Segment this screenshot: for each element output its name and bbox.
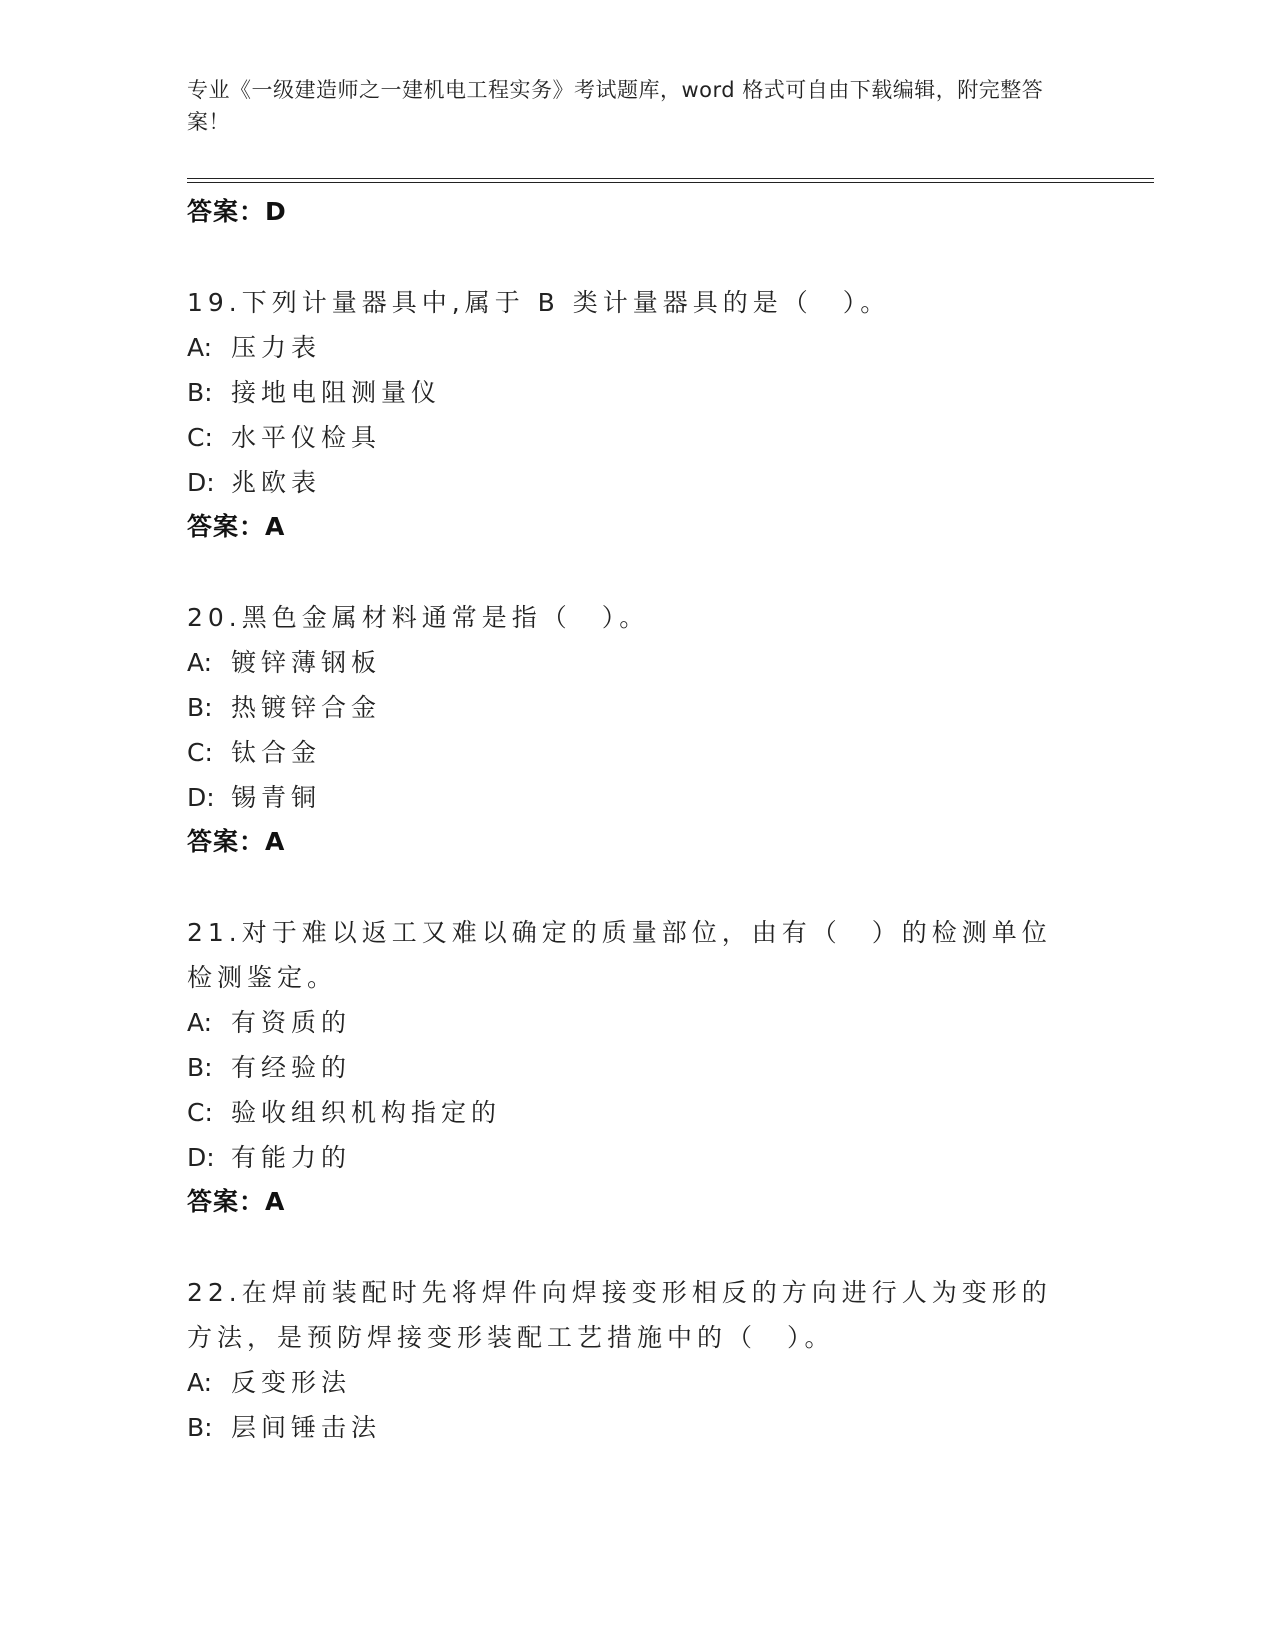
- option-text: 钛合金: [231, 738, 322, 767]
- question-block: [187, 595, 1147, 864]
- option-key: C:: [187, 423, 213, 452]
- header-divider: [187, 178, 1154, 183]
- question-block: [187, 280, 1147, 549]
- option-text: 兆欧表: [231, 468, 322, 497]
- option-a: [187, 325, 1147, 370]
- answer-line: 答案：A: [187, 827, 286, 856]
- option-b: [187, 370, 1147, 415]
- option-text: 有经验的: [231, 1053, 352, 1082]
- option-text: 反变形法: [231, 1368, 352, 1397]
- option-text: 验收组织机构指定的: [231, 1098, 502, 1127]
- option-key: B:: [187, 378, 213, 407]
- document-header: 专业《一级建造师之一建机电工程实务》考试题库，word 格式可自由下载编辑，附完整答案！: [187, 78, 1044, 134]
- option-b: [187, 1045, 1147, 1090]
- option-text: 热镀锌合金: [231, 693, 382, 722]
- option-key: A:: [187, 648, 213, 677]
- option-d: [187, 460, 1147, 505]
- option-text: 有能力的: [231, 1143, 352, 1172]
- option-key: C:: [187, 738, 213, 767]
- option-text: 镀锌薄钢板: [231, 648, 382, 677]
- option-d: [187, 1135, 1147, 1180]
- option-c: [187, 1090, 1147, 1135]
- option-text: 压力表: [231, 333, 322, 362]
- option-key: A:: [187, 333, 213, 362]
- option-text: 层间锤击法: [231, 1413, 382, 1442]
- option-a: [187, 1360, 1147, 1405]
- option-key: B:: [187, 693, 213, 722]
- option-text: 锡青铜: [231, 783, 322, 812]
- option-key: A:: [187, 1008, 213, 1037]
- option-key: B:: [187, 1053, 213, 1082]
- option-text: 水平仪检具: [231, 423, 382, 452]
- option-b: [187, 685, 1147, 730]
- question-stem: 19.下列计量器具中,属于 B 类计量器具的是（ ）。: [187, 288, 891, 317]
- option-key: C:: [187, 1098, 213, 1127]
- option-a: [187, 1000, 1147, 1045]
- question-list: [187, 190, 1147, 1450]
- question-stem: 21.对于难以返工又难以确定的质量部位，由有（ ）的检测单位检测鉴定。: [187, 918, 1052, 992]
- option-text: 接地电阻测量仪: [231, 378, 442, 407]
- option-key: D:: [187, 1143, 215, 1172]
- answer-line: 答案：A: [187, 1187, 286, 1216]
- option-key: D:: [187, 468, 215, 497]
- question-stem: 20.黑色金属材料通常是指（ ）。: [187, 603, 650, 632]
- question-stem: 22.在焊前装配时先将焊件向焊接变形相反的方向进行人为变形的方法，是预防焊接变形装配工艺措施中的（ ）。: [187, 1278, 1052, 1352]
- answer-line: 答案：A: [187, 512, 286, 541]
- question-block: [187, 910, 1147, 1224]
- option-key: D:: [187, 783, 215, 812]
- option-d: [187, 775, 1147, 820]
- option-key: A:: [187, 1368, 213, 1397]
- option-c: [187, 730, 1147, 775]
- option-b: [187, 1405, 1147, 1450]
- question-block: [187, 1270, 1147, 1450]
- option-text: 有资质的: [231, 1008, 352, 1037]
- option-c: [187, 415, 1147, 460]
- answer-line: 答案：D: [187, 197, 287, 226]
- option-key: B:: [187, 1413, 213, 1442]
- option-a: [187, 640, 1147, 685]
